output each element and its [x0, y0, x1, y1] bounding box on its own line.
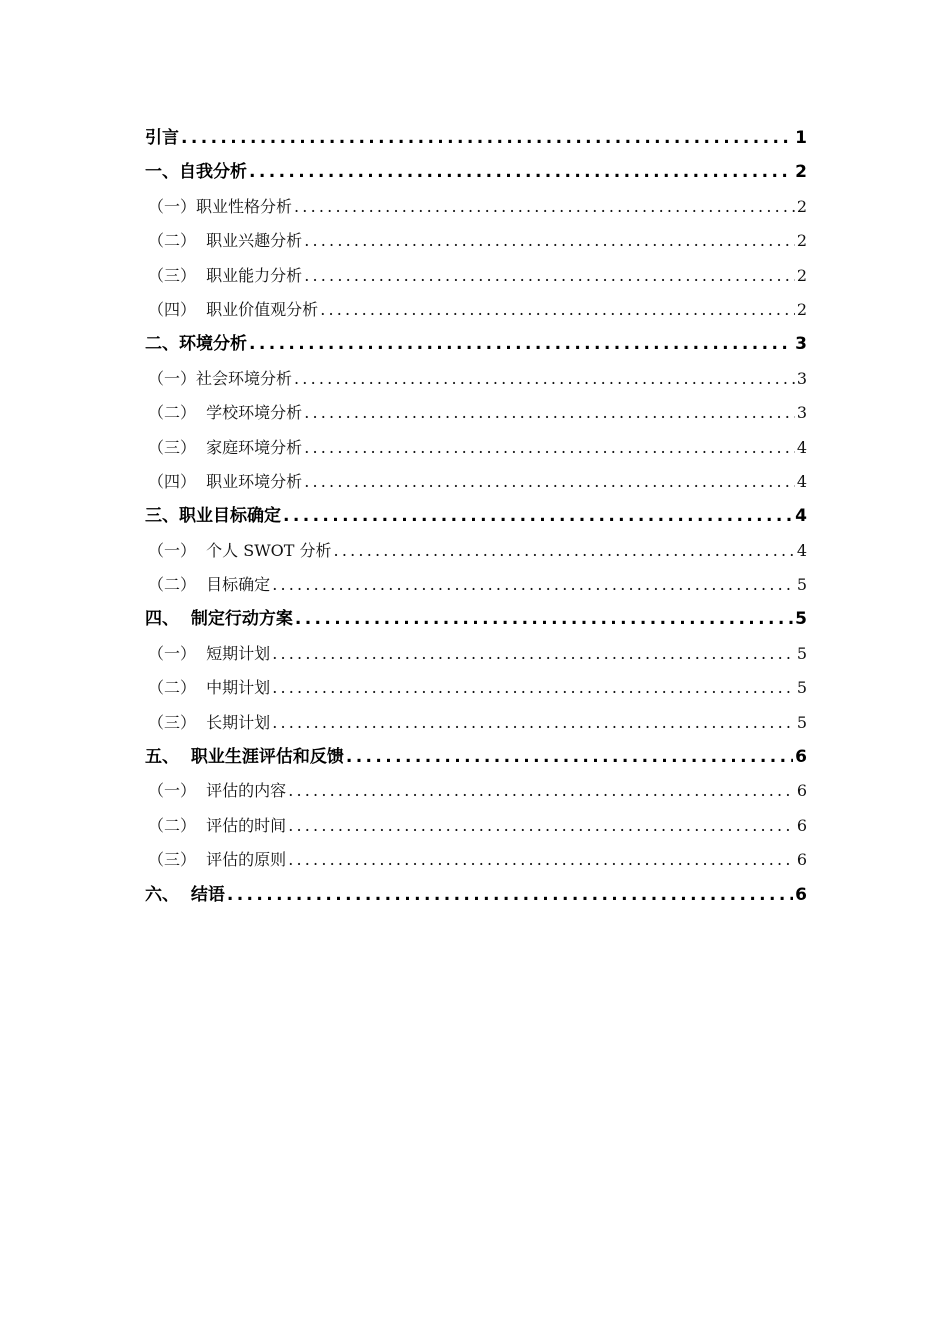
toc-page-number: 5 [795, 609, 807, 630]
toc-chapter-entry[interactable] [145, 155, 807, 189]
toc-entry-title: （三） 家庭环境分析 [148, 437, 303, 457]
toc-dot-leader [294, 362, 795, 396]
toc-section-entry[interactable] [145, 843, 807, 877]
toc-entry-title: （三） 评估的原则 [148, 850, 287, 870]
toc-dot-leader [288, 809, 795, 843]
table-of-contents [145, 121, 807, 912]
toc-dot-leader [181, 121, 793, 155]
toc-entry-title: （一） 个人 SWOT 分析 [148, 540, 332, 560]
toc-page-number: 2 [796, 265, 807, 285]
toc-dot-leader [227, 878, 793, 912]
toc-entry-title: 引言 [145, 128, 179, 148]
toc-page-number: 2 [796, 231, 807, 251]
toc-page-number: 2 [796, 196, 807, 216]
toc-entry-title: （二） 评估的时间 [148, 815, 287, 835]
toc-entry-title: （一）职业性格分析 [148, 196, 293, 216]
toc-dot-leader [249, 155, 793, 189]
toc-page-number: 6 [796, 850, 807, 870]
toc-entry-title: （三） 长期计划 [148, 712, 271, 732]
toc-section-entry[interactable] [145, 293, 807, 327]
toc-dot-leader [288, 774, 795, 808]
toc-section-entry[interactable] [145, 362, 807, 396]
toc-entry-title: （一） 评估的内容 [148, 781, 287, 801]
toc-dot-leader [272, 671, 795, 705]
toc-page-number: 6 [795, 747, 807, 768]
toc-dot-leader [283, 499, 793, 533]
toc-page-number: 4 [796, 471, 807, 491]
toc-entry-title: 六、 结语 [145, 884, 225, 905]
toc-page-number: 3 [795, 334, 807, 355]
toc-entry-title: 三、职业目标确定 [145, 506, 281, 527]
toc-chapter-entry[interactable] [145, 602, 807, 636]
toc-section-entry[interactable] [145, 224, 807, 258]
toc-entry-title: 二、环境分析 [145, 334, 247, 355]
toc-dot-leader [304, 465, 795, 499]
toc-section-entry[interactable] [145, 259, 807, 293]
toc-section-entry[interactable] [145, 465, 807, 499]
toc-chapter-entry[interactable] [145, 327, 807, 361]
toc-dot-leader [346, 740, 793, 774]
toc-page-number: 5 [796, 575, 807, 595]
toc-entry-title: （四） 职业环境分析 [148, 471, 303, 491]
toc-section-entry[interactable] [145, 637, 807, 671]
toc-page-number: 6 [796, 781, 807, 801]
toc-entry-title: 一、自我分析 [145, 162, 247, 183]
toc-entry-title: 五、 职业生涯评估和反馈 [145, 747, 344, 768]
toc-dot-leader [272, 637, 795, 671]
toc-section-entry[interactable] [145, 671, 807, 705]
toc-page-number: 2 [795, 162, 807, 183]
toc-entry-title: （二） 职业兴趣分析 [148, 231, 303, 251]
toc-page-number: 6 [795, 884, 807, 905]
toc-page-number: 4 [795, 506, 807, 527]
toc-dot-leader [304, 431, 795, 465]
toc-section-entry[interactable] [145, 706, 807, 740]
toc-page-number: 5 [796, 678, 807, 698]
toc-entry-title: （一） 短期计划 [148, 643, 271, 663]
toc-dot-leader [249, 327, 793, 361]
toc-page-number: 3 [796, 403, 807, 423]
toc-chapter-entry[interactable] [145, 121, 807, 155]
toc-dot-leader [304, 224, 795, 258]
toc-entry-title: （二） 中期计划 [148, 678, 271, 698]
toc-page-number: 4 [796, 540, 807, 560]
toc-section-entry[interactable] [145, 190, 807, 224]
toc-section-entry[interactable] [145, 534, 807, 568]
toc-dot-leader [272, 568, 795, 602]
toc-entry-title: 四、 制定行动方案 [145, 609, 293, 630]
toc-dot-leader [320, 293, 795, 327]
toc-chapter-entry[interactable] [145, 740, 807, 774]
toc-chapter-entry[interactable] [145, 499, 807, 533]
toc-page-number: 2 [796, 299, 807, 319]
toc-page-number: 1 [795, 128, 807, 148]
toc-section-entry[interactable] [145, 809, 807, 843]
toc-entry-title: （四） 职业价值观分析 [148, 299, 319, 319]
toc-dot-leader [304, 396, 795, 430]
toc-dot-leader [295, 602, 793, 636]
toc-dot-leader [334, 534, 795, 568]
toc-dot-leader [288, 843, 795, 877]
toc-entry-title: （二） 学校环境分析 [148, 403, 303, 423]
toc-dot-leader [272, 706, 795, 740]
toc-entry-title: （三） 职业能力分析 [148, 265, 303, 285]
toc-dot-leader [294, 190, 795, 224]
toc-entry-title: （二） 目标确定 [148, 575, 271, 595]
toc-section-entry[interactable] [145, 431, 807, 465]
toc-page-number: 5 [796, 643, 807, 663]
toc-page-number: 3 [796, 368, 807, 388]
toc-entry-title: （一）社会环境分析 [148, 368, 293, 388]
toc-chapter-entry[interactable] [145, 878, 807, 912]
toc-page-number: 5 [796, 712, 807, 732]
toc-section-entry[interactable] [145, 774, 807, 808]
toc-section-entry[interactable] [145, 568, 807, 602]
toc-page-number: 4 [796, 437, 807, 457]
toc-section-entry[interactable] [145, 396, 807, 430]
toc-dot-leader [304, 259, 795, 293]
toc-page-number: 6 [796, 815, 807, 835]
